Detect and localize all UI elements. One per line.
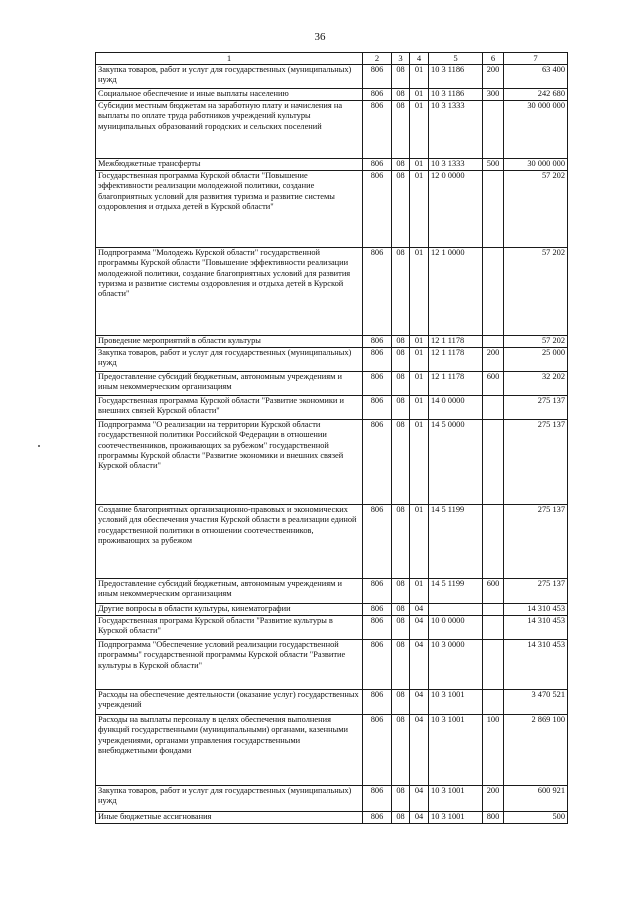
- cell-admin-code: 806: [363, 579, 392, 604]
- row-label: Создание благоприятных организационно-правовых и экономических условий для обеспечения участия Курской области в реализации единой государственной политики в отношении соотечественников, проживающих за рубежом: [96, 505, 363, 579]
- row-label: Расходы на обеспечение деятельности (оказание услуг) государственных учреждений: [96, 690, 363, 715]
- row-label: Государственная програма Курской области "Развитие культуры в Курской области": [96, 616, 363, 640]
- cell-admin-code: 806: [363, 396, 392, 420]
- cell-expense-type: [483, 604, 504, 616]
- row-label: Закупка товаров, работ и услуг для государственных (муниципальных) нужд: [96, 786, 363, 812]
- cell-section: 08: [392, 640, 410, 690]
- table-row: [96, 505, 568, 579]
- cell-subsection: 01: [410, 336, 429, 348]
- cell-expense-type: [483, 616, 504, 640]
- cell-subsection: 01: [410, 396, 429, 420]
- cell-admin-code: 806: [363, 505, 392, 579]
- cell-amount: 30 000 000: [504, 101, 568, 159]
- row-label: Предоставление субсидий бюджетным, автономным учреждениям и иным некоммерческим организациям: [96, 372, 363, 396]
- cell-amount: 14 310 453: [504, 640, 568, 690]
- cell-expense-type: 800: [483, 812, 504, 824]
- table-row: [96, 786, 568, 812]
- cell-amount: 500: [504, 812, 568, 824]
- cell-admin-code: 806: [363, 420, 392, 505]
- column-header: 2: [363, 53, 392, 65]
- cell-section: 08: [392, 248, 410, 336]
- column-header: 6: [483, 53, 504, 65]
- table-row: [96, 89, 568, 101]
- cell-section: 08: [392, 420, 410, 505]
- cell-expense-type: 200: [483, 65, 504, 89]
- row-label: Иные бюджетные ассигнования: [96, 812, 363, 824]
- cell-target-article: 10 0 0000: [429, 616, 483, 640]
- table-row: [96, 65, 568, 89]
- cell-target-article: 10 3 1001: [429, 786, 483, 812]
- scan-speck: [38, 445, 40, 447]
- cell-expense-type: [483, 420, 504, 505]
- cell-expense-type: 500: [483, 159, 504, 171]
- cell-section: 08: [392, 616, 410, 640]
- cell-subsection: 01: [410, 505, 429, 579]
- cell-section: 08: [392, 715, 410, 786]
- cell-admin-code: 806: [363, 640, 392, 690]
- cell-subsection: 01: [410, 159, 429, 171]
- cell-amount: 63 400: [504, 65, 568, 89]
- cell-target-article: 14 5 1199: [429, 505, 483, 579]
- cell-section: 08: [392, 89, 410, 101]
- cell-admin-code: 806: [363, 604, 392, 616]
- cell-section: 08: [392, 786, 410, 812]
- cell-section: 08: [392, 505, 410, 579]
- table-row: [96, 604, 568, 616]
- cell-amount: 275 137: [504, 505, 568, 579]
- header-row: [96, 53, 568, 65]
- cell-subsection: 04: [410, 604, 429, 616]
- column-header: 7: [504, 53, 568, 65]
- cell-target-article: 10 3 1001: [429, 690, 483, 715]
- cell-expense-type: [483, 248, 504, 336]
- cell-amount: 14 310 453: [504, 604, 568, 616]
- cell-admin-code: 806: [363, 65, 392, 89]
- cell-expense-type: 100: [483, 715, 504, 786]
- cell-section: 08: [392, 159, 410, 171]
- row-label: Подпрограмма "О реализации на территории Курской области государственной политики Российской Федерации в отношении соотечественников, проживающих за рубежом" государственной программы Курской области "Развитие экономики и внешних связей Курской области": [96, 420, 363, 505]
- page-number: 36: [314, 31, 326, 43]
- cell-expense-type: 600: [483, 372, 504, 396]
- cell-amount: 275 137: [504, 579, 568, 604]
- table-row: [96, 616, 568, 640]
- cell-admin-code: 806: [363, 812, 392, 824]
- cell-target-article: 14 0 0000: [429, 396, 483, 420]
- cell-expense-type: 600: [483, 579, 504, 604]
- column-header: 3: [392, 53, 410, 65]
- cell-amount: 600 921: [504, 786, 568, 812]
- cell-expense-type: [483, 640, 504, 690]
- row-label: Проведение мероприятий в области культуры: [96, 336, 363, 348]
- table-row: [96, 396, 568, 420]
- row-label: Закупка товаров, работ и услуг для государственных (муниципальных) нужд: [96, 348, 363, 372]
- row-label: Социальное обеспечение и иные выплаты населению: [96, 89, 363, 101]
- cell-admin-code: 806: [363, 248, 392, 336]
- cell-target-article: 10 3 1186: [429, 89, 483, 101]
- cell-amount: 14 310 453: [504, 616, 568, 640]
- cell-target-article: 10 3 1186: [429, 65, 483, 89]
- cell-target-article: 14 5 0000: [429, 420, 483, 505]
- cell-subsection: 01: [410, 579, 429, 604]
- cell-admin-code: 806: [363, 171, 392, 248]
- cell-subsection: 01: [410, 248, 429, 336]
- table-row: [96, 690, 568, 715]
- row-label: Субсидии местным бюджетам на заработную плату и начисления на выплаты по оплате труда работников учреждений культуры муниципальных образований городских и сельских поселений: [96, 101, 363, 159]
- cell-subsection: 04: [410, 640, 429, 690]
- cell-subsection: 01: [410, 348, 429, 372]
- cell-subsection: 04: [410, 812, 429, 824]
- table-row: [96, 640, 568, 690]
- cell-amount: 275 137: [504, 396, 568, 420]
- cell-subsection: 01: [410, 101, 429, 159]
- cell-subsection: 04: [410, 786, 429, 812]
- cell-target-article: 14 5 1199: [429, 579, 483, 604]
- cell-section: 08: [392, 348, 410, 372]
- cell-target-article: 10 3 0000: [429, 640, 483, 690]
- cell-expense-type: [483, 171, 504, 248]
- cell-section: 08: [392, 396, 410, 420]
- row-label: Межбюджетные трансферты: [96, 159, 363, 171]
- cell-target-article: 10 3 1001: [429, 715, 483, 786]
- table-row: [96, 101, 568, 159]
- table-row: [96, 348, 568, 372]
- cell-amount: 25 000: [504, 348, 568, 372]
- table-row: [96, 159, 568, 171]
- table-row: [96, 715, 568, 786]
- cell-admin-code: 806: [363, 159, 392, 171]
- cell-admin-code: 806: [363, 348, 392, 372]
- column-header: 1: [96, 53, 363, 65]
- row-label: Расходы на выплаты персоналу в целях обеспечения выполнения функций государственными (муниципальными) органами, казенными учреждениями, органами управления государственными внебюджетными фондами: [96, 715, 363, 786]
- table-row: [96, 372, 568, 396]
- cell-section: 08: [392, 372, 410, 396]
- cell-section: 08: [392, 604, 410, 616]
- cell-admin-code: 806: [363, 336, 392, 348]
- cell-expense-type: 200: [483, 786, 504, 812]
- cell-target-article: 12 1 1178: [429, 348, 483, 372]
- cell-admin-code: 806: [363, 89, 392, 101]
- cell-subsection: 04: [410, 715, 429, 786]
- cell-target-article: 12 1 1178: [429, 372, 483, 396]
- cell-expense-type: 300: [483, 89, 504, 101]
- cell-expense-type: [483, 336, 504, 348]
- cell-admin-code: 806: [363, 690, 392, 715]
- cell-expense-type: [483, 396, 504, 420]
- row-label: Государственная программа Курской области "Развитие экономики и внешних связей Курской области": [96, 396, 363, 420]
- table-row: [96, 336, 568, 348]
- cell-subsection: 01: [410, 171, 429, 248]
- row-label: Предоставление субсидий бюджетным, автономным учреждениям и иным некоммерческим организациям: [96, 579, 363, 604]
- cell-amount: 57 202: [504, 248, 568, 336]
- cell-target-article: 12 1 0000: [429, 248, 483, 336]
- cell-expense-type: [483, 505, 504, 579]
- row-label: Другие вопросы в области культуры, кинематографии: [96, 604, 363, 616]
- cell-admin-code: 806: [363, 101, 392, 159]
- cell-amount: 242 680: [504, 89, 568, 101]
- cell-section: 08: [392, 171, 410, 248]
- table-row: [96, 248, 568, 336]
- cell-target-article: 10 3 1333: [429, 159, 483, 171]
- cell-subsection: 04: [410, 616, 429, 640]
- cell-section: 08: [392, 65, 410, 89]
- cell-amount: 57 202: [504, 171, 568, 248]
- table-row: [96, 579, 568, 604]
- cell-admin-code: 806: [363, 372, 392, 396]
- cell-section: 08: [392, 812, 410, 824]
- cell-amount: 57 202: [504, 336, 568, 348]
- cell-expense-type: [483, 690, 504, 715]
- cell-amount: 32 202: [504, 372, 568, 396]
- cell-subsection: 01: [410, 65, 429, 89]
- cell-target-article: [429, 604, 483, 616]
- row-label: Государственная программа Курской области "Повышение эффективности реализации молодежной политики, создание благоприятных условий для развития туризма и развитие системы оздоровления и отдыха детей в Курской области": [96, 171, 363, 248]
- cell-section: 08: [392, 579, 410, 604]
- cell-target-article: 10 3 1333: [429, 101, 483, 159]
- row-label: Закупка товаров, работ и услуг для государственных (муниципальных) нужд: [96, 65, 363, 89]
- budget-table: [95, 52, 568, 824]
- row-label: Подпрограмма "Обеспечение условий реализации государственной программы" государственной программы Курской области "Развитие культуры в Курской области": [96, 640, 363, 690]
- table-row: [96, 812, 568, 824]
- cell-expense-type: [483, 101, 504, 159]
- column-header: 5: [429, 53, 483, 65]
- cell-admin-code: 806: [363, 616, 392, 640]
- cell-amount: 30 000 000: [504, 159, 568, 171]
- cell-target-article: 10 3 1001: [429, 812, 483, 824]
- cell-amount: 3 470 521: [504, 690, 568, 715]
- column-header: 4: [410, 53, 429, 65]
- cell-section: 08: [392, 101, 410, 159]
- cell-amount: 2 869 100: [504, 715, 568, 786]
- cell-admin-code: 806: [363, 715, 392, 786]
- cell-subsection: 04: [410, 690, 429, 715]
- table-row: [96, 420, 568, 505]
- cell-subsection: 01: [410, 420, 429, 505]
- cell-subsection: 01: [410, 89, 429, 101]
- cell-admin-code: 806: [363, 786, 392, 812]
- cell-section: 08: [392, 690, 410, 715]
- cell-target-article: 12 0 0000: [429, 171, 483, 248]
- cell-section: 08: [392, 336, 410, 348]
- cell-amount: 275 137: [504, 420, 568, 505]
- cell-target-article: 12 1 1178: [429, 336, 483, 348]
- table-body: [96, 65, 568, 824]
- cell-expense-type: 200: [483, 348, 504, 372]
- cell-subsection: 01: [410, 372, 429, 396]
- row-label: Подпрограмма "Молодежь Курской области" государственной программы Курской области "Повышение эффективности реализации молодежной политики, создание благоприятных условий для развития туризма и развитие системы оздоровления и отдыха детей в Курской области": [96, 248, 363, 336]
- table-row: [96, 171, 568, 248]
